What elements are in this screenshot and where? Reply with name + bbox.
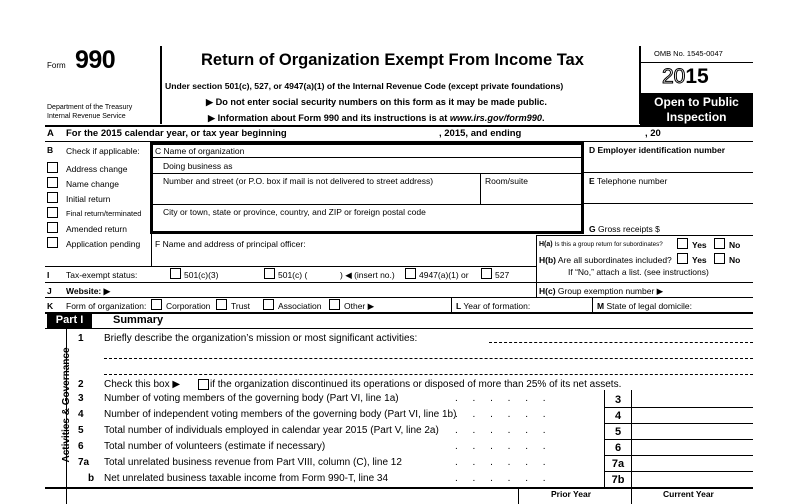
section-b-checkbox[interactable] (47, 222, 58, 233)
website-label[interactable]: Website: ▶ (66, 286, 111, 296)
section-b-item-label: Application pending (66, 239, 141, 249)
summary-line-num: 6 (78, 441, 84, 452)
ha-no-checkbox[interactable] (714, 238, 725, 249)
line-k-top (45, 297, 753, 298)
hc-label (539, 287, 663, 296)
street-label: Number and street (or P.O. box if mail is not delivered to street address) (163, 176, 434, 186)
hb-prefix: H(b) (539, 255, 556, 265)
omb-number: OMB No. 1545-0047 (654, 49, 723, 58)
omb-divider (640, 62, 753, 63)
line-a-letter: A (47, 128, 54, 139)
summary-value-input[interactable] (632, 455, 753, 471)
summary-line-text: Number of independent voting members of the governing body (Part VI, line 1b) (104, 409, 457, 420)
gross-receipts-label (589, 225, 660, 234)
room-label: Room/suite (485, 176, 528, 186)
hb-label (539, 256, 672, 265)
section-b-checkbox[interactable] (47, 162, 58, 173)
principal-officer-label (155, 240, 306, 249)
summary-value-input[interactable] (632, 407, 753, 423)
line-i-letter: I (47, 270, 50, 280)
info-notice-prefix: ▶ Information about Form 990 and its instructions is at (208, 113, 450, 123)
ha-no-label: No (729, 240, 741, 250)
summary-line-num: 3 (78, 393, 84, 404)
current-year-header: Current Year (663, 489, 714, 499)
dba-label: Doing business as (163, 161, 233, 171)
summary-box-number: 4 (614, 410, 622, 422)
line1-num: 1 (78, 333, 84, 344)
section-f-letter: F (155, 239, 161, 249)
line2-text-post: if the organization discontinued its operations or disposed of more than 25% of its net assets. (210, 379, 622, 390)
c-divider-2 (150, 173, 584, 174)
summary-box-number: 7a (611, 458, 625, 470)
hb-text: Are all subordinates included? (557, 255, 672, 265)
part1-title: Summary (113, 314, 164, 326)
summary-line-text: Total number of volunteers (estimate if necessary) (104, 441, 326, 452)
other-checkbox[interactable] (329, 299, 340, 310)
association-label: Association (278, 301, 322, 311)
tax-year (662, 66, 709, 87)
summary-value-input[interactable] (632, 423, 753, 439)
line-a-top (45, 125, 753, 127)
line-m-letter: M (597, 301, 605, 311)
ha-text: Is this a group return for subordinates? (554, 241, 663, 248)
open-to-public-badge (640, 93, 753, 125)
dot-leader: . . . . . . (455, 393, 552, 404)
summary-line-num: 5 (78, 425, 84, 436)
section-b-label: Check if applicable: (66, 146, 140, 156)
line-k-letter: K (47, 301, 54, 311)
summary-value-input[interactable] (632, 391, 753, 407)
telephone-label (589, 177, 667, 186)
dot-leader: . . . . . . (455, 425, 552, 436)
city-label: City or town, state or province, country, and ZIP or foreign postal code (163, 207, 426, 217)
line2-num: 2 (78, 379, 84, 390)
line1-text: Briefly describe the organization’s mission or most significant activities: (104, 333, 418, 344)
section-b-letter: B (47, 145, 54, 155)
section-b-item-label: Final return/terminated (66, 209, 142, 218)
year-formation-label (456, 302, 530, 311)
other-label: Other ▶ (344, 301, 375, 311)
section-b-item-label: Address change (66, 164, 128, 174)
section-d-text: Employer identification number (597, 145, 726, 155)
hb-no-label: No (729, 255, 741, 265)
summary-line-text: Total unrelated business revenue from Part VIII, column (C), line 12 (104, 457, 402, 468)
501c-label: 501(c) ( (278, 270, 308, 280)
open-line1: Open to Public (654, 95, 739, 109)
header-divider-left (160, 46, 162, 124)
open-line2: Inspection (666, 110, 727, 124)
activities-governance-label: Activities & Governance (61, 347, 72, 463)
prior-year-left (518, 487, 519, 504)
form-title: Return of Organization Exempt From Income Tax (201, 51, 584, 69)
tax-year-bold: 15 (685, 65, 709, 88)
e-bottom (584, 203, 753, 204)
ha-yes-checkbox[interactable] (677, 238, 688, 249)
hb-yes-checkbox[interactable] (677, 253, 688, 264)
section-e-letter: E (589, 176, 595, 186)
dot-leader: . . . . . . (455, 409, 552, 420)
hb-no-checkbox[interactable] (714, 253, 725, 264)
corporation-checkbox[interactable] (151, 299, 162, 310)
dot-leader: . . . . . . (455, 441, 552, 452)
501c-insert-label: ) ◀ (insert no.) (340, 270, 395, 280)
tax-year-outline: 20 (662, 65, 686, 88)
g-bottom (536, 235, 753, 236)
line-a-end: , 20 (645, 128, 661, 139)
mission-input-2[interactable] (104, 358, 753, 359)
501c3-label: 501(c)(3) (184, 270, 219, 280)
summary-box-number: 3 (614, 394, 622, 406)
summary-value-input[interactable] (632, 471, 753, 487)
section-b-checkbox[interactable] (47, 192, 58, 203)
f-left-divider (151, 234, 152, 266)
dot-leader: . . . . . . (455, 457, 552, 468)
c-divider-3 (150, 204, 584, 205)
trust-label: Trust (231, 301, 251, 311)
summary-box-number: 6 (614, 442, 622, 454)
line-l-letter: L (456, 301, 462, 311)
501c3-checkbox[interactable] (170, 268, 181, 279)
box-num-left (604, 390, 605, 487)
corporation-label: Corporation (166, 301, 211, 311)
part1-header-bottom (45, 328, 753, 329)
room-divider (480, 173, 481, 205)
form-subtitle: Under section 501(c), 527, or 4947(a)(1) of the Internal Revenue Code (except private foundations) (165, 81, 564, 91)
part1-tag (47, 313, 92, 328)
501c-checkbox[interactable] (264, 268, 275, 279)
hb-yes-label: Yes (692, 255, 707, 265)
ha-yes-label: Yes (692, 240, 707, 250)
527-label: 527 (495, 270, 510, 280)
trust-checkbox[interactable] (216, 299, 227, 310)
hc-text: Group exemption number ▶ (557, 286, 664, 296)
summary-line-text: Net unrelated business taxable income from Form 990-T, line 34 (104, 473, 389, 484)
section-g-text: Gross receipts $ (598, 224, 660, 234)
summary-line-num: 7a (78, 457, 90, 468)
line2-text-pre: Check this box ▶ (104, 379, 181, 390)
summary-line-text: Total number of individuals employed in calendar year 2015 (Part V, line 2a) (104, 425, 439, 436)
part1-tag-text: Part I (55, 314, 84, 326)
ha-prefix: H(a) (539, 241, 553, 248)
dept-line1: Department of the Treasury (47, 104, 133, 111)
section-d-letter: D (589, 145, 596, 155)
hc-top (536, 282, 753, 283)
section-g-letter: G (589, 224, 596, 234)
hc-prefix: H(c) (539, 286, 556, 296)
employer-id-label (589, 146, 725, 155)
4947-checkbox[interactable] (405, 268, 416, 279)
summary-line-num: b (88, 473, 95, 484)
d-bottom (584, 172, 753, 173)
line-a-text: For the 2015 calendar year, or tax year beginning (66, 128, 287, 139)
line-j-top (45, 282, 536, 283)
line-l-text: Year of formation: (463, 301, 531, 311)
section-b-item-label: Amended return (66, 224, 127, 234)
kl-divider (451, 297, 452, 312)
summary-value-input[interactable] (632, 439, 753, 455)
form-prefix: Form (47, 61, 66, 70)
hb-note: If “No,” attach a list. (see instructions) (568, 267, 709, 277)
section-b-checkbox[interactable] (47, 177, 58, 188)
section-f-text: Name and address of principal officer: (162, 239, 306, 249)
section-b-checkbox[interactable] (47, 207, 58, 218)
org-form-label: Form of organization: (66, 301, 147, 311)
line-m-text: State of legal domicile: (606, 301, 692, 311)
dept-line2: Internal Revenue Service (47, 113, 126, 120)
mission-input-3[interactable] (104, 374, 753, 375)
dot-leader: . . . . . . (455, 473, 552, 484)
summary-line-text: Number of voting members of the governing body (Part VI, line 1a) (104, 393, 399, 404)
summary-line-num: 4 (78, 409, 84, 420)
line-i-label: Tax-exempt status: (66, 270, 138, 280)
form-number: 990 (75, 46, 116, 74)
prior-year-header: Prior Year (551, 489, 592, 499)
org-name-label: C Name of organization (155, 146, 245, 156)
section-b-item-label: Name change (66, 179, 119, 189)
info-notice (208, 114, 545, 123)
lm-divider (592, 297, 593, 312)
527-checkbox[interactable] (481, 268, 492, 279)
mission-input-1[interactable] (489, 342, 753, 343)
line-j-letter: J (47, 286, 52, 296)
c-divider-1 (150, 157, 584, 158)
summary-box-number: 5 (614, 426, 622, 438)
activities-bottom (45, 487, 753, 489)
h-left-divider (536, 235, 537, 298)
legal-domicile-label (597, 302, 692, 311)
ha-label (539, 241, 663, 248)
info-notice-suffix: . (541, 113, 545, 123)
section-e-text: Telephone number (596, 176, 668, 186)
4947-label: 4947(a)(1) or (419, 270, 469, 280)
line-i-top (45, 266, 536, 267)
association-checkbox[interactable] (263, 299, 274, 310)
irs-link[interactable]: www.irs.gov/form990 (449, 113, 542, 123)
ssn-notice: ▶ Do not enter social security numbers on this form as it may be made public. (206, 97, 547, 107)
section-b-item-label: Initial return (66, 194, 111, 204)
discontinued-checkbox[interactable] (198, 379, 209, 390)
summary-box-number: 7b (611, 474, 625, 486)
section-b-checkbox[interactable] (47, 237, 58, 248)
line-a-mid: , 2015, and ending (439, 128, 522, 139)
